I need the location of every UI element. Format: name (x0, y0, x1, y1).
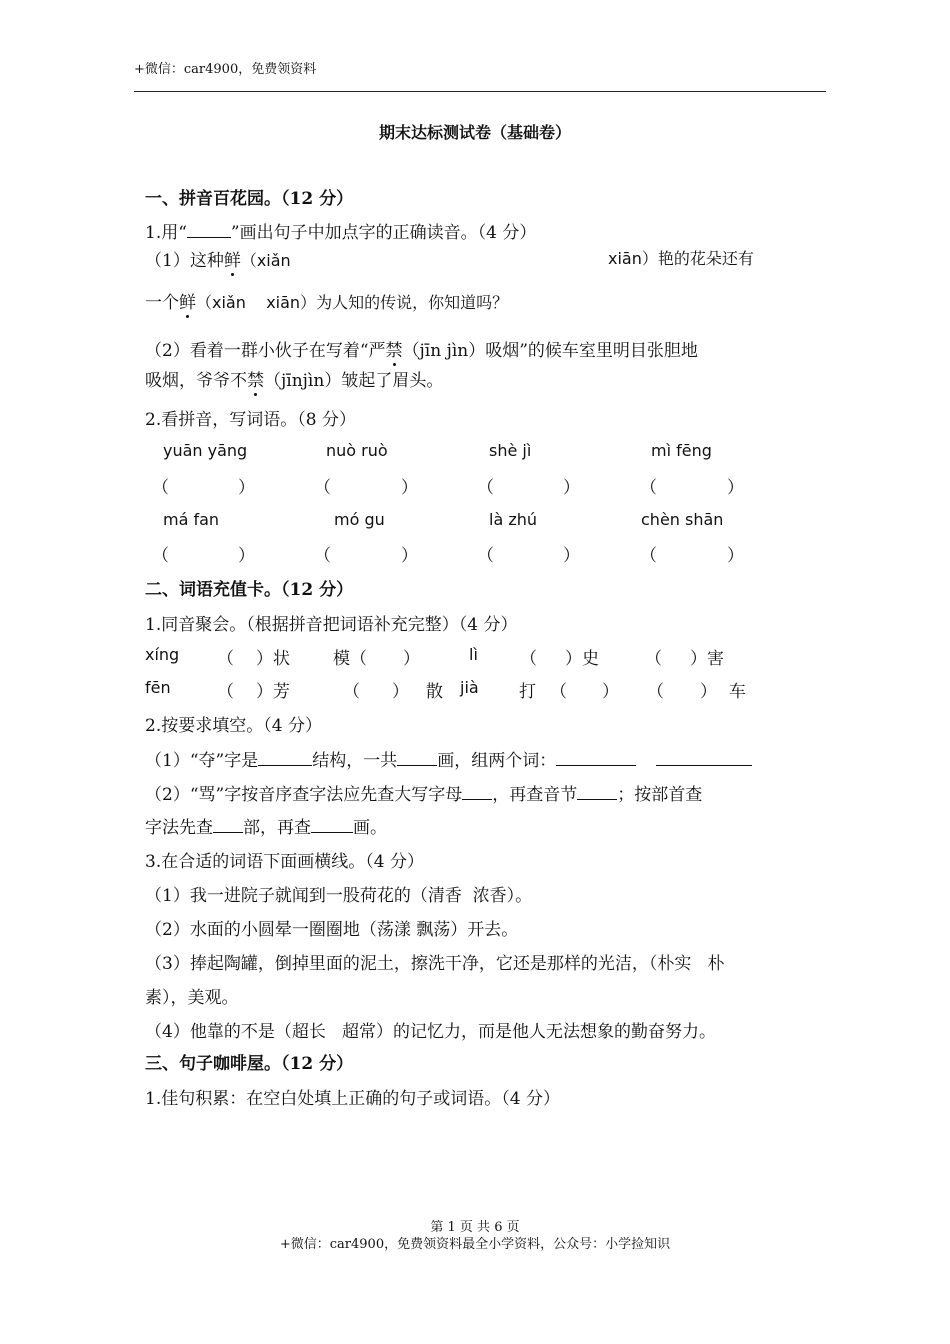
answer-paren-close: ） (563, 546, 580, 566)
answer-blank[interactable] (577, 782, 617, 800)
s2-q2-line1 (145, 746, 752, 771)
answer-paren-open: （ (314, 478, 331, 498)
answer-paren-close: ） (727, 478, 744, 498)
answer-paren-open: （ (314, 546, 331, 566)
answer-blank[interactable] (462, 782, 492, 800)
homophone-pinyin: jià (460, 678, 479, 697)
s1-q1-stem-b: ”画出句子中加点字的正确读音。（4 分） (230, 223, 537, 243)
s1-q1-line3 (145, 336, 698, 361)
s2-q2-l2-a: （2）“骂”字按音序查字法应先查大写字母 (145, 785, 463, 805)
s1-q1-l4-b[interactable]: （jīnjìn）皱起了眉头。 (264, 371, 444, 391)
pinyin-option[interactable]: （xiǎn xiān）为人知的传说，你知道吗？ (196, 293, 509, 312)
s1-q1-l4-a: 吸烟，爷爷不 (145, 371, 247, 391)
footer-note: +微信：car4900，免费领资料最全小学资料，公众号：小学捡知识 (279, 1237, 671, 1252)
answer-paren-close: ） (700, 682, 717, 702)
dotted-char: 禁 (247, 366, 264, 391)
answer-blank[interactable] (213, 815, 243, 833)
s2-q2-l2-b: ，再查音节 (492, 785, 578, 805)
pinyin-prompt: là zhú (489, 510, 538, 529)
s2-q2-l3-c: 画。 (353, 818, 387, 838)
section-2-heading: 二、词语充值卡。（12 分） (145, 580, 354, 600)
answer-paren-open[interactable]: （ (520, 649, 537, 669)
answer-blank[interactable] (397, 748, 437, 766)
dotted-char: 鲜 (179, 288, 196, 313)
s1-q1-line1-end (608, 246, 754, 269)
answer-blank[interactable] (656, 748, 752, 766)
page-title: 期末达标测试卷（基础卷） (378, 123, 571, 142)
word-fragment: 散 (426, 682, 443, 702)
homophone-pinyin: lì (469, 645, 478, 664)
s2-q2-l3-a: 字法先查 (145, 818, 213, 838)
s2-q3-item-4[interactable]: （4）他靠的不是（超长 超常）的记忆力，而是他人无法想象的勤奋努力。 (145, 1022, 717, 1042)
s2-q2-l3-b: 部，再查 (243, 818, 311, 838)
s2-q3-item-3a[interactable]: （3）捧起陶罐，倒掉里面的泥土，擦洗干净，它还是那样的光洁，（朴实 朴 (145, 954, 725, 974)
answer-paren-open[interactable]: （ (217, 649, 234, 669)
answer-paren-close: ） (727, 546, 744, 566)
answer-paren-close: ） (403, 649, 420, 669)
answer-paren-open: （ (152, 546, 169, 566)
answer-paren-close: ） (238, 546, 255, 566)
homophone-pinyin: fēn (145, 678, 171, 697)
answer-paren-open[interactable]: （ (647, 682, 664, 702)
dotted-char: 禁 (386, 336, 403, 361)
s1-q1-l3-a: （2）看着一群小伙子在写着“严 (145, 341, 386, 361)
s2-q3-item-2[interactable]: （2）水面的小圆晕一圈圈地（荡漾 飘荡）开去。 (145, 920, 519, 940)
s2-q3-item-1[interactable]: （1）我一进院子就闻到一股荷花的（清香 浓香）。 (145, 886, 533, 906)
pinyin-prompt: nuò ruò (326, 441, 388, 460)
s2-q2-l1-b: 结构，一共 (312, 751, 398, 771)
answer-paren-open: （ (640, 478, 657, 498)
word-fragment: 打 (519, 682, 536, 702)
answer-paren-close: ） (602, 682, 619, 702)
s1-q2-stem: 2.看拼音，写词语。（8 分） (145, 410, 356, 430)
s1-q1-line4 (145, 366, 443, 391)
s2-q2-stem: 2.按要求填空。（4 分） (145, 716, 322, 736)
s1-q1-l2-a: 一个 (145, 293, 179, 313)
answer-paren-close: ） (401, 546, 418, 566)
page-number: 第 1 页 共 6 页 (430, 1220, 520, 1235)
word-fragment: 车 (729, 682, 746, 702)
answer-paren-open[interactable]: （ (550, 682, 567, 702)
pinyin-prompt: yuān yāng (163, 441, 248, 460)
s2-q3-stem: 3.在合适的词语下面画横线。（4 分） (145, 852, 424, 872)
word-fragment: ）史 (565, 649, 599, 669)
s2-q1-stem: 1.同音聚会。（根据拼音把词语补充完整）（4 分） (145, 615, 518, 635)
s1-q1-l1-a: （1）这种 (145, 251, 224, 271)
dotted-char: 鲜 (224, 246, 241, 271)
answer-paren-open[interactable]: （ (343, 682, 360, 702)
header-note: +微信：car4900，免费领资料 (134, 62, 317, 77)
s1-q1-stem (145, 218, 536, 243)
s3-q1-stem: 1.佳句积累：在空白处填上正确的句子或词语。（4 分） (145, 1089, 560, 1109)
s2-q2-l1-c: 画，组两个词： (437, 751, 557, 771)
pinyin-prompt: mó gu (334, 510, 385, 529)
s1-q1-l3-b[interactable]: （jīn jìn）吸烟”的候车室里明目张胆地 (402, 341, 698, 361)
pinyin-option[interactable]: （xiǎn (240, 251, 291, 270)
answer-blank[interactable] (187, 220, 231, 238)
s2-q3-item-3b[interactable]: 素），美观。 (145, 988, 239, 1008)
answer-paren-open[interactable]: （ (217, 682, 234, 702)
section-3-heading: 三、句子咖啡屋。（12 分） (145, 1054, 354, 1074)
word-fragment: ）状 (256, 649, 290, 669)
answer-paren-open: （ (640, 546, 657, 566)
header-divider (134, 91, 826, 92)
answer-paren-close: ） (563, 478, 580, 498)
answer-blank[interactable] (258, 748, 312, 766)
s2-q2-l2-c: ；按部首查 (617, 785, 703, 805)
s2-q2-line2 (145, 780, 702, 805)
s1-q1-line2 (145, 288, 508, 313)
pinyin-option[interactable]: xiān）艳的花朵还有 (608, 249, 754, 268)
s1-q1-stem-a: 1.用“ (145, 223, 187, 243)
pinyin-prompt: chèn shān (641, 510, 724, 529)
answer-paren-open: （ (152, 478, 169, 498)
s2-q2-l1-a: （1）“夺”字是 (145, 751, 259, 771)
answer-paren-open: （ (477, 546, 494, 566)
section-1-heading: 一、拼音百花园。（12 分） (145, 189, 354, 209)
answer-paren-open: （ (477, 478, 494, 498)
pinyin-prompt: mì fēng (651, 441, 712, 460)
word-fragment[interactable]: 模（ (333, 649, 367, 669)
word-fragment: ）芳 (256, 682, 290, 702)
answer-blank[interactable] (556, 748, 636, 766)
answer-paren-close: ） (392, 682, 409, 702)
word-fragment: ）害 (690, 649, 724, 669)
homophone-pinyin: xíng (145, 645, 180, 664)
answer-paren-close: ） (238, 478, 255, 498)
answer-paren-open[interactable]: （ (645, 649, 662, 669)
answer-blank[interactable] (311, 815, 353, 833)
pinyin-prompt: má fan (163, 510, 220, 529)
s1-q1-line1 (145, 246, 291, 271)
s2-q2-line3 (145, 813, 387, 838)
answer-paren-close: ） (401, 478, 418, 498)
pinyin-prompt: shè jì (489, 441, 532, 460)
